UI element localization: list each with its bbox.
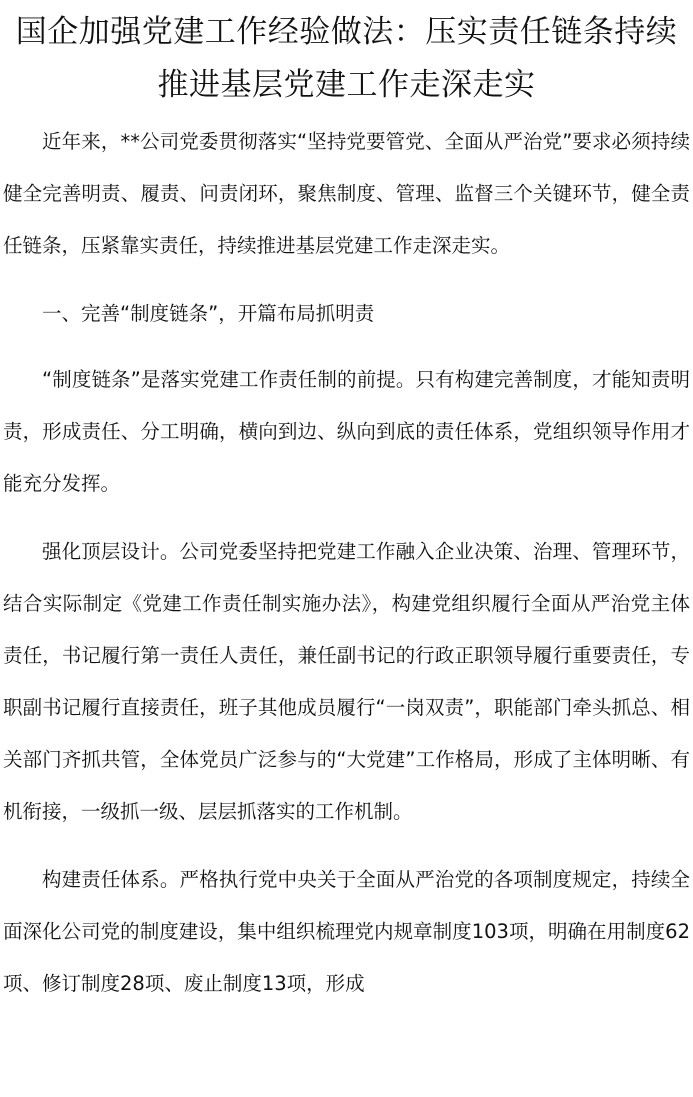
document-body xyxy=(0,116,693,1026)
paragraph-institution-chain: “制度链条”是落实党建工作责任制的前提。只有构建完善制度，才能知责明责，形成责任、分工明确，横向到边、纵向到底的责任体系，党组织领导作用才能充分发挥。 xyxy=(3,368,690,495)
paragraph-top-level-design: 强化顶层设计。公司党委坚持把党建工作融入企业决策、治理、管理环节，结合实际制定《党建工作责任制实施办法》，构建党组织履行全面从严治党主体责任，书记履行第一责任人责任，兼任副书记的行政正职领导履行重要责任，专职副书记履行直接责任，班子其他成员履行“一岗双责”，职能部门牵头抓总、相关部门齐抓共管，全体党员广泛参与的“大党建”工作格局，形成了主体明晰、有机衔接，一级抓一级、层层抓落实的工作机制。 xyxy=(3,540,690,823)
paragraph-responsibility-system: 构建责任体系。严格执行党中央关于全面从严治党的各项制度规定，持续全面深化公司党的制度建设，集中组织梳理党内规章制度103项，明确在用制度62项、修订制度28项、废止制度13项，形成 xyxy=(3,868,690,995)
document-title: 国企加强党建工作经验做法：压实责任链条持续推进基层党建工作走深走实 xyxy=(15,14,678,103)
paragraph-intro: 近年来，**公司党委贯彻落实“坚持党要管党、全面从严治党”要求必须持续健全完善明责、履责、问责闭环，聚焦制度、管理、监督三个关键环节，健全责任链条，压紧靠实责任，持续推进基层党建工作走深走实。 xyxy=(3,130,690,257)
section-heading-1: 一、完善“制度链条”，开篇布局抓明责 xyxy=(42,302,375,325)
